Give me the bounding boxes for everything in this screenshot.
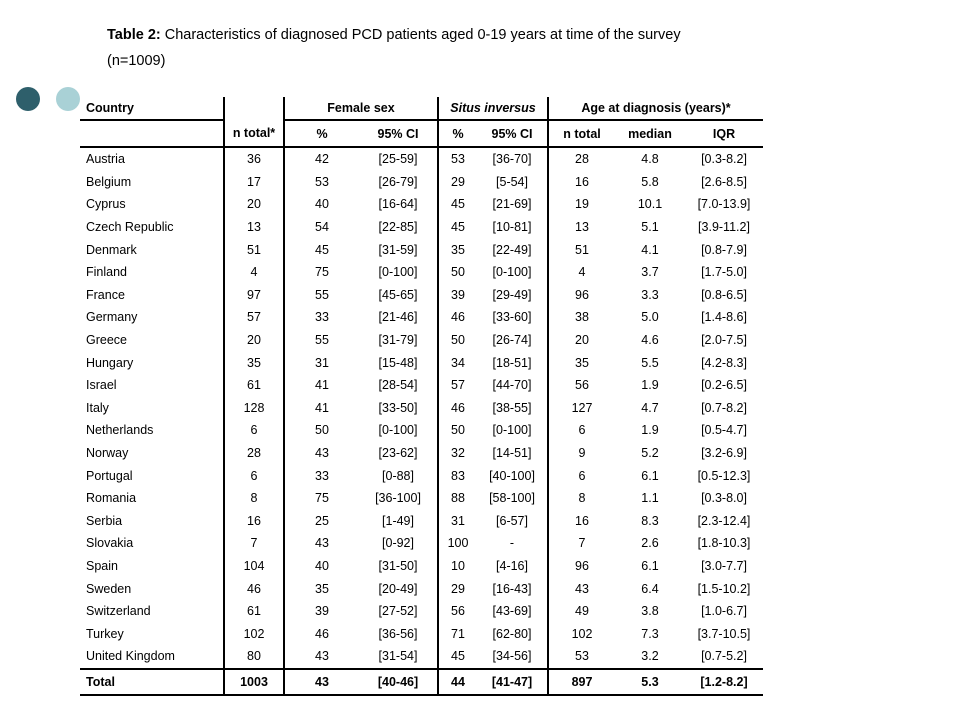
cell-female-ci: [28-54] [378,378,418,393]
cell-median: 4.7 [641,400,659,415]
cell-median: 5.3 [615,669,685,695]
table-row [80,645,763,669]
cell-age-n: 8 [548,487,615,510]
table-caption-subtext: (n=1009) [107,53,166,69]
decorative-dot-dark [16,87,40,111]
cell-situs-pct: 44 [438,669,477,695]
cell-female-pct: 31 [315,355,329,370]
cell-iqr: [1.2-8.2] [685,669,763,695]
cell-female-pct: 25 [315,513,329,528]
cell-situs-pct: 50 [438,419,477,442]
cell-situs-ci: [10-81] [492,220,532,235]
cell-median: 10.1 [637,197,663,212]
cell-situs-pct: 71 [438,622,477,645]
cell-median: 5.5 [641,355,659,370]
cell-country: Israel [80,374,224,397]
cell-situs-pct: 35 [438,238,477,261]
cell-median: 4.6 [641,333,659,348]
cell-median: 6.1 [641,558,659,573]
cell-country: Austria [80,147,224,171]
cell-median: 2.6 [641,536,659,551]
table-row [80,284,763,307]
cell-situs-ci: [34-56] [492,649,532,664]
header-empty [80,120,224,147]
cell-iqr: [2.0-7.5] [701,333,747,348]
cell-country: Switzerland [80,600,224,623]
cell-female-ci: [36-100] [375,491,421,506]
cell-n-total: 1003 [224,669,284,695]
cell-n-total: 104 [224,555,284,578]
cell-country: United Kingdom [80,645,224,669]
cell-situs-pct: 29 [438,577,477,600]
cell-situs-ci: [26-74] [492,333,532,348]
cell-female-pct: 40 [315,558,329,573]
cell-n-total: 61 [224,374,284,397]
cell-female-ci: [25-59] [378,152,418,167]
cell-age-n: 7 [548,532,615,555]
cell-median: 3.8 [641,604,659,619]
table-row [80,261,763,284]
cell-n-total: 97 [224,284,284,307]
cell-n-total: 6 [224,419,284,442]
cell-female-ci: [27-52] [378,604,418,619]
cell-female-ci: [26-79] [378,174,418,189]
cell-female-pct: 43 [284,669,359,695]
header-ci95: 95% CI [359,120,438,147]
cell-female-ci: [21-46] [378,310,418,325]
characteristics-table [80,97,763,696]
cell-median: 8.3 [641,513,659,528]
cell-age-n: 4 [548,261,615,284]
cell-age-n: 56 [548,374,615,397]
cell-female-ci: [0-88] [382,468,414,483]
header-blank [224,97,284,120]
cell-n-total: 102 [224,622,284,645]
cell-median: 3.3 [641,287,659,302]
cell-female-pct: 35 [315,581,329,596]
cell-n-total: 36 [224,147,284,171]
header-situs-inversus: Situs inversus [438,97,548,120]
cell-n-total: 7 [224,532,284,555]
cell-situs-pct: 45 [438,216,477,239]
cell-n-total: 51 [224,238,284,261]
cell-median: 5.2 [641,446,659,461]
cell-age-n: 897 [548,669,615,695]
cell-n-total: 6 [224,464,284,487]
table-caption-prefix: Table 2: [107,27,161,43]
header-pct: % [284,120,359,147]
cell-country: Romania [80,487,224,510]
cell-age-n: 53 [548,645,615,669]
cell-situs-ci: [0-100] [492,423,532,438]
cell-iqr: [3.0-7.7] [701,558,747,573]
cell-country: Spain [80,555,224,578]
table-row [80,532,763,555]
cell-situs-pct: 45 [438,193,477,216]
cell-female-pct: 53 [315,174,329,189]
cell-n-total: 16 [224,510,284,533]
cell-iqr: [1.0-6.7] [701,604,747,619]
cell-situs-ci: [21-69] [492,197,532,212]
cell-situs-ci: [43-69] [492,604,532,619]
cell-iqr: [0.8-7.9] [701,242,747,257]
cell-age-n: 51 [548,238,615,261]
cell-n-total: 57 [224,306,284,329]
cell-n-total: 20 [224,193,284,216]
cell-n-total: 28 [224,442,284,465]
table-row [80,419,763,442]
cell-female-pct: 55 [315,333,329,348]
cell-median: 1.9 [641,378,659,393]
cell-age-n: 16 [548,510,615,533]
cell-n-total: 20 [224,329,284,352]
table-row [80,442,763,465]
cell-median: 3.7 [641,265,659,280]
cell-median: 1.9 [641,423,659,438]
cell-situs-pct: 50 [438,329,477,352]
cell-country: Belgium [80,171,224,194]
cell-female-pct: 33 [315,310,329,325]
cell-female-pct: 40 [315,197,329,212]
cell-median: 4.1 [641,242,659,257]
header-median: median [615,120,685,147]
cell-female-ci: [36-56] [378,626,418,641]
cell-situs-pct: 34 [438,351,477,374]
table-row [80,555,763,578]
cell-country: Czech Republic [80,216,224,239]
cell-country: Slovakia [80,532,224,555]
cell-situs-pct: 46 [438,306,477,329]
header-ci95-2: 95% CI [477,120,548,147]
cell-female-pct: 39 [315,604,329,619]
cell-female-pct: 42 [315,152,329,167]
header-n-total: n total [548,120,615,147]
cell-female-ci: [31-59] [378,242,418,257]
cell-iqr: [0.5-4.7] [701,423,747,438]
cell-age-n: 28 [548,147,615,171]
cell-situs-pct: 50 [438,261,477,284]
cell-n-total: 80 [224,645,284,669]
cell-country: Denmark [80,238,224,261]
table-row [80,351,763,374]
cell-median: 5.1 [641,220,659,235]
cell-situs-ci: [38-55] [492,400,532,415]
cell-iqr: [0.5-12.3] [697,468,751,483]
cell-n-total: 46 [224,577,284,600]
table-row [80,216,763,239]
cell-iqr: [1.5-10.2] [697,581,751,596]
cell-country: Norway [80,442,224,465]
header-n-total-star: n total* [224,120,284,147]
cell-female-pct: 54 [315,220,329,235]
cell-n-total: 35 [224,351,284,374]
cell-iqr: [3.7-10.5] [697,626,751,641]
table-row [80,238,763,261]
table-row [80,171,763,194]
header-row-1 [80,97,763,120]
table-row [80,577,763,600]
table-row [80,374,763,397]
cell-situs-ci: [44-70] [492,378,532,393]
cell-n-total: 8 [224,487,284,510]
cell-situs-ci: [36-70] [492,152,532,167]
table-row [80,329,763,352]
header-pct-2: % [438,120,477,147]
cell-situs-pct: 53 [438,147,477,171]
cell-situs-ci: [29-49] [492,287,532,302]
cell-female-ci: [33-50] [378,400,418,415]
cell-female-ci: [16-64] [378,197,418,212]
table-row [80,600,763,623]
header-iqr: IQR [685,120,763,147]
cell-age-n: 38 [548,306,615,329]
cell-situs-ci: [22-49] [492,242,532,257]
cell-iqr: [3.2-6.9] [701,446,747,461]
table-row [80,397,763,420]
cell-median: 1.1 [641,491,659,506]
table-caption-text: Characteristics of diagnosed PCD patients aged 0-19 years at time of the survey [164,27,681,43]
cell-female-pct: 75 [315,491,329,506]
cell-n-total: 128 [224,397,284,420]
cell-age-n: 49 [548,600,615,623]
table-caption [107,22,747,74]
header-female-sex: Female sex [284,97,438,120]
cell-age-n: 13 [548,216,615,239]
cell-female-pct: 33 [315,468,329,483]
cell-median: 6.4 [641,581,659,596]
cell-iqr: [0.3-8.0] [701,491,747,506]
cell-female-ci: [40-46] [359,669,438,695]
cell-iqr: [2.3-12.4] [697,513,751,528]
cell-n-total: 4 [224,261,284,284]
cell-female-ci: [22-85] [378,220,418,235]
cell-age-n: 20 [548,329,615,352]
cell-median: 7.3 [641,626,659,641]
cell-age-n: 96 [548,555,615,578]
table-row [80,622,763,645]
cell-situs-pct: 45 [438,645,477,669]
cell-age-n: 96 [548,284,615,307]
header-country: Country [80,97,224,120]
cell-situs-ci: [40-100] [489,468,535,483]
cell-age-n: 127 [548,397,615,420]
total-row [80,669,763,695]
cell-female-ci: [31-50] [378,558,418,573]
cell-female-pct: 41 [315,400,329,415]
cell-female-ci: [0-92] [382,536,414,551]
cell-female-ci: [0-100] [378,265,418,280]
cell-age-n: 43 [548,577,615,600]
cell-iqr: [2.6-8.5] [701,174,747,189]
cell-female-ci: [45-65] [378,287,418,302]
cell-situs-pct: 83 [438,464,477,487]
cell-iqr: [0.7-5.2] [701,649,747,664]
cell-country: Italy [80,397,224,420]
cell-situs-ci: [41-47] [477,669,548,695]
cell-female-pct: 55 [315,287,329,302]
cell-age-n: 9 [548,442,615,465]
table-row [80,193,763,216]
cell-country: Sweden [80,577,224,600]
cell-female-ci: [1-49] [382,513,414,528]
cell-iqr: [4.2-8.3] [701,355,747,370]
cell-age-n: 6 [548,464,615,487]
cell-situs-ci: [16-43] [492,581,532,596]
cell-situs-ci: [4-16] [496,558,528,573]
cell-situs-pct: 57 [438,374,477,397]
cell-age-n: 19 [548,193,615,216]
cell-iqr: [0.2-6.5] [701,378,747,393]
cell-female-pct: 45 [315,242,329,257]
cell-female-ci: [0-100] [378,423,418,438]
cell-iqr: [0.8-6.5] [701,287,747,302]
cell-iqr: [0.7-8.2] [701,400,747,415]
cell-female-pct: 43 [315,446,329,461]
cell-country: Finland [80,261,224,284]
cell-iqr: [0.3-8.2] [701,152,747,167]
cell-female-pct: 50 [315,423,329,438]
cell-country: France [80,284,224,307]
cell-female-pct: 75 [315,265,329,280]
cell-country: Cyprus [80,193,224,216]
table-row [80,464,763,487]
cell-situs-pct: 32 [438,442,477,465]
cell-iqr: [1.8-10.3] [697,536,751,551]
cell-situs-pct: 31 [438,510,477,533]
cell-situs-ci: [18-51] [492,355,532,370]
cell-iqr: [7.0-13.9] [697,197,751,212]
table-row [80,147,763,171]
cell-situs-ci: [6-57] [496,513,528,528]
cell-iqr: [1.4-8.6] [701,310,747,325]
cell-situs-ci: [0-100] [492,265,532,280]
cell-country: Netherlands [80,419,224,442]
cell-country: Total [80,669,224,695]
cell-country: Greece [80,329,224,352]
cell-country: Turkey [80,622,224,645]
cell-female-pct: 43 [315,536,329,551]
cell-median: 6.1 [641,468,659,483]
cell-age-n: 35 [548,351,615,374]
cell-median: 4.8 [641,152,659,167]
cell-age-n: 16 [548,171,615,194]
cell-country: Hungary [80,351,224,374]
cell-n-total: 13 [224,216,284,239]
header-row-2 [80,120,763,147]
cell-iqr: [1.7-5.0] [701,265,747,280]
cell-situs-pct: 39 [438,284,477,307]
cell-situs-ci: [33-60] [492,310,532,325]
cell-situs-pct: 29 [438,171,477,194]
cell-situs-pct: 88 [438,487,477,510]
cell-country: Portugal [80,464,224,487]
cell-country: Germany [80,306,224,329]
cell-country: Serbia [80,510,224,533]
cell-situs-ci: [14-51] [492,446,532,461]
cell-situs-pct: 56 [438,600,477,623]
cell-situs-ci: - [509,536,515,551]
cell-female-pct: 43 [315,649,329,664]
cell-female-ci: [15-48] [378,355,418,370]
cell-age-n: 6 [548,419,615,442]
cell-female-ci: [23-62] [378,446,418,461]
cell-female-ci: [20-49] [378,581,418,596]
cell-age-n: 102 [548,622,615,645]
cell-situs-pct: 10 [438,555,477,578]
cell-situs-ci: [62-80] [492,626,532,641]
table-row [80,510,763,533]
cell-situs-pct: 46 [438,397,477,420]
cell-median: 5.8 [641,174,659,189]
cell-situs-pct: 100 [438,532,477,555]
cell-female-ci: [31-54] [378,649,418,664]
cell-median: 5.0 [641,310,659,325]
cell-female-pct: 46 [315,626,329,641]
cell-situs-ci: [5-54] [496,174,528,189]
cell-n-total: 61 [224,600,284,623]
table-row [80,306,763,329]
cell-female-pct: 41 [315,378,329,393]
cell-iqr: [3.9-11.2] [698,220,750,235]
header-age-at-diagnosis: Age at diagnosis (years)* [548,97,763,120]
cell-female-ci: [31-79] [378,333,418,348]
decorative-dot-light [56,87,80,111]
table-row [80,487,763,510]
cell-median: 3.2 [641,649,659,664]
cell-n-total: 17 [224,171,284,194]
cell-situs-ci: [58-100] [489,491,535,506]
